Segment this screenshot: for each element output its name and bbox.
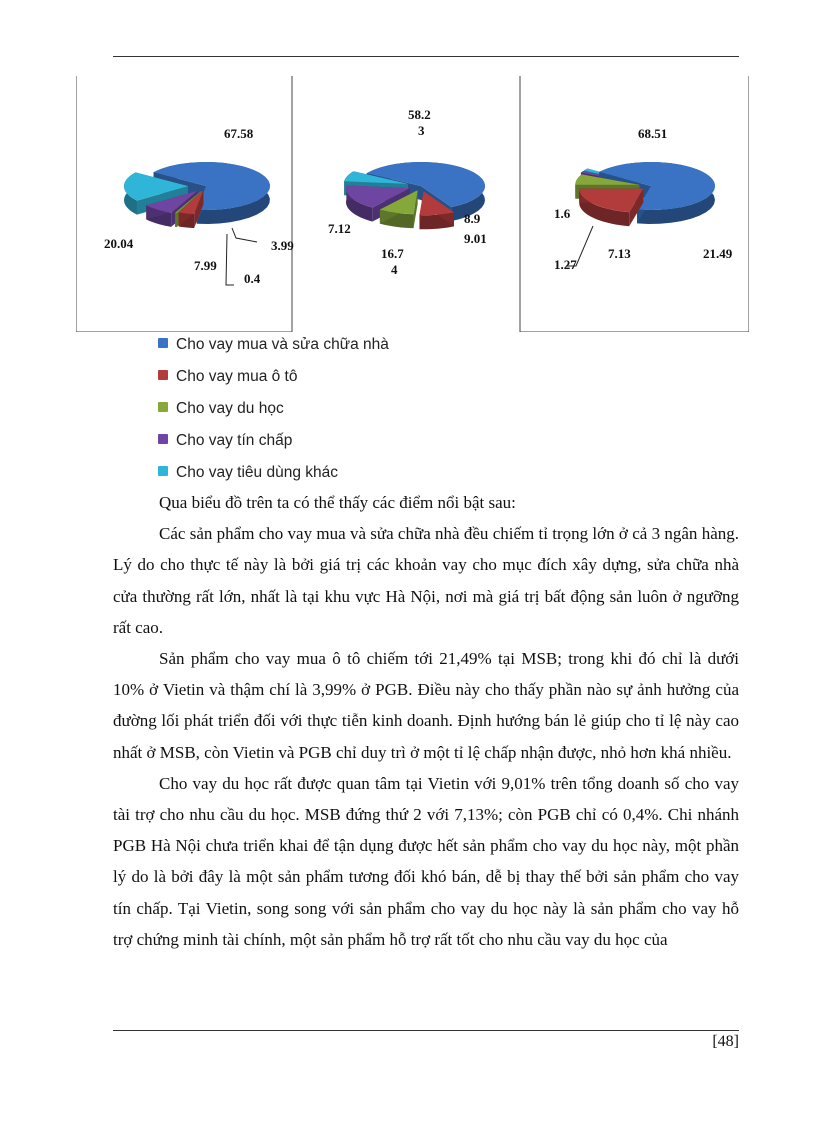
pie-chart-2	[328, 107, 487, 277]
data-label-line: 8.9	[464, 211, 481, 226]
legend-label: Cho vay tiêu dùng khác	[176, 464, 338, 481]
body-text	[113, 487, 739, 955]
data-label	[554, 257, 577, 272]
legend-swatch	[158, 370, 168, 380]
data-label	[104, 236, 134, 251]
data-label	[638, 126, 667, 141]
legend-item-housing	[158, 332, 389, 364]
data-label	[224, 126, 254, 141]
data-label	[244, 271, 261, 286]
legend-item-unsecured	[158, 428, 389, 460]
data-label-line: 1.6	[554, 206, 571, 221]
paragraph: Các sản phẩm cho vay mua và sửa chữa nhà đều chiếm tỉ trọng lớn ở cả 3 ngân hàng. Lý do cho thực tế này là bởi giá trị các khoản vay cho mục đích xây dựng, sửa chữa nhà cửa thường rất lớn, nhất là tại khu vực Hà Nội, nơi mà giá trị bất động sản luôn ở ngưỡng rất cao.	[113, 524, 739, 637]
legend-label: Cho vay mua ô tô	[176, 368, 298, 385]
page-number: [48]	[712, 1033, 739, 1050]
data-label	[194, 258, 217, 273]
paragraph: Sản phẩm cho vay mua ô tô chiếm tới 21,49% tại MSB; trong khi đó chỉ là dưới 10% ở Vietin và thậm chí là 3,99% ở PGB. Điều này cho thấy phần nào sự ảnh hưởng của đường lối phát triển đối với thực tiễn kinh doanh. Định hướng bán lẻ giúp cho tỉ lệ này cao nhất ở MSB, còn Vietin và PGB chỉ duy trì ở một tỉ lệ chấp nhận được, nhỏ hơn khá nhiều.	[113, 649, 739, 762]
paragraph: Qua biểu đồ trên ta có thể thấy các điểm nổi bật sau:	[159, 493, 516, 512]
legend-swatch	[158, 434, 168, 444]
data-label-line: 16.7	[381, 246, 404, 261]
leader-line	[226, 234, 234, 285]
data-label	[271, 238, 294, 253]
data-label-line: 68.51	[638, 126, 668, 141]
chart-legend	[158, 332, 389, 492]
data-label	[608, 246, 631, 261]
pie-slice-2	[579, 189, 643, 226]
data-label	[408, 107, 431, 138]
data-label	[703, 246, 733, 261]
data-label	[554, 206, 571, 221]
pie-charts-svg	[76, 76, 749, 332]
leader-line	[232, 228, 257, 242]
legend-swatch	[158, 402, 168, 412]
data-label-line: 58.2	[408, 107, 431, 122]
data-label-line: 7.12	[328, 221, 351, 236]
legend-label: Cho vay mua và sửa chữa nhà	[176, 336, 389, 353]
legend-swatch	[158, 466, 168, 476]
data-label-line: 67.58	[224, 126, 254, 141]
pie-charts-panel	[76, 76, 749, 332]
data-label-line: 3	[418, 123, 425, 138]
data-label-line: 9.01	[464, 231, 487, 246]
data-label-line: 1.27	[554, 257, 577, 272]
data-label-line: 7.13	[608, 246, 631, 261]
data-label-line: 7.99	[194, 258, 217, 273]
legend-swatch	[158, 338, 168, 348]
pie-chart-1	[104, 126, 294, 286]
paragraph: Cho vay du học rất được quan tâm tại Vietin với 9,01% trên tổng doanh số cho vay tài trợ cho nhu cầu du học. MSB đứng thứ 2 với 7,13%; còn PGB chỉ có 0,4%. Chi nhánh PGB Hà Nội chưa triển khai để tận dụng được hết sản phẩm cho vay du học này, một phần lý do là bởi đây là một sản phẩm tương đối khó bán, dễ bị thay thế bởi sản phẩm cho vay tín chấp. Tại Vietin, song song với sản phẩm cho vay du học này là sản phẩm cho vay hỗ trợ chứng minh tài chính, một sản phẩm hỗ trợ rất tốt cho nhu cầu vay du học của	[113, 773, 739, 949]
data-label-line: 4	[391, 262, 398, 277]
data-label-line: 0.4	[244, 271, 261, 286]
legend-label: Cho vay tín chấp	[176, 432, 293, 449]
data-label	[328, 221, 351, 236]
legend-item-study-abroad	[158, 396, 389, 428]
data-label	[381, 246, 404, 277]
legend-item-car	[158, 364, 389, 396]
data-label-line: 20.04	[104, 236, 134, 251]
data-label	[464, 231, 487, 246]
footer-rule	[113, 1030, 739, 1031]
data-label	[464, 211, 481, 226]
pie-chart-3	[554, 126, 733, 272]
data-label-line: 3.99	[271, 238, 294, 253]
data-label-line: 21.49	[703, 246, 733, 261]
header-rule	[113, 56, 739, 57]
legend-label: Cho vay du học	[176, 400, 284, 417]
